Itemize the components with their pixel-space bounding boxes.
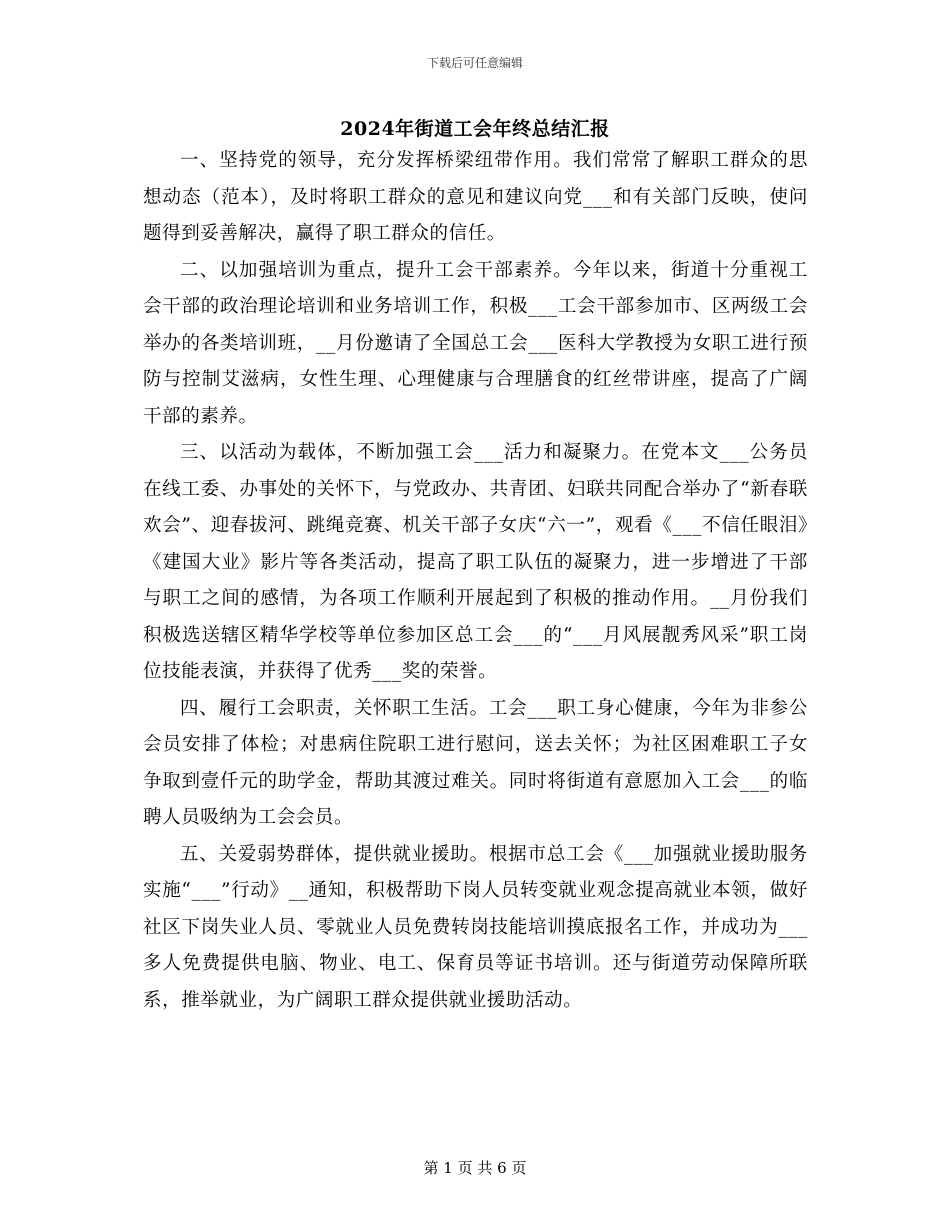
paragraph-3: 三、以活动为载体，不断加强工会___活力和凝聚力。在党本文___公务员在线工委、办事处的关怀下，与党政办、共青团、妇联共同配合举办了“新春联欢会”、迎春拔河、跳绳竞赛、机关干部子女庆“六一”，观看《___不信任眼泪》《建国大业》影片等各类活动，提高了职工队伍的凝聚力，进一步增进了干部与职工之间的感情，为各项工作顺利开展起到了积极的推动作用。__月份我们积极选送辖区精华学校等单位参加区总工会___的“___月风展靓秀风采”职工岗位技能表演，并获得了优秀___奖的荣誉。 — [143, 442, 808, 682]
paragraph-2: 二、以加强培训为重点，提升工会干部素养。今年以来，街道十分重视工会干部的政治理论培训和业务培训工作，积极___工会干部参加市、区两级工会举办的各类培训班，__月份邀请了全国总工会___医科大学教授为女职工进行预防与控制艾滋病，女性生理、心理健康与合理膳食的红丝带讲座，提高了广阔干部的素养。 — [143, 259, 808, 427]
paragraph-4: 四、履行工会职责，关怀职工生活。工会___职工身心健康，今年为非参公会员安排了体检；对患病住院职工进行慰问，送去关怀；为社区困难职工子女争取到壹仟元的助学金，帮助其渡过难关。同时将街道有意愿加入工会___的临聘人员吸纳为工会会员。 — [143, 697, 808, 828]
paragraph-5: 五、关爱弱势群体，提供就业援助。根据市总工会《___加强就业援助服务实施“___”行动》__通知，积极帮助下岗人员转变就业观念提高就业本领，做好社区下岗失业人员、零就业人员免费转岗技能培训摸底报名工作，并成功为___多人免费提供电脑、物业、电工、保育员等证书培训。还与街道劳动保障所联系，推举就业，为广阔职工群众提供就业援助活动。 — [143, 843, 808, 1011]
paragraph-1: 一、坚持党的领导，充分发挥桥梁纽带作用。我们常常了解职工群众的思想动态（范本），及时将职工群众的意见和建议向党___和有关部门反映，使问题得到妥善解决，赢得了职工群众的信任。 — [143, 150, 808, 244]
document-title: 2024年街道工会年终总结汇报 — [340, 118, 610, 140]
document-body — [143, 143, 808, 1019]
page-number: 第 1 页 共 6 页 — [423, 1159, 527, 1177]
header-note: 下载后可任意编辑 — [426, 56, 523, 70]
